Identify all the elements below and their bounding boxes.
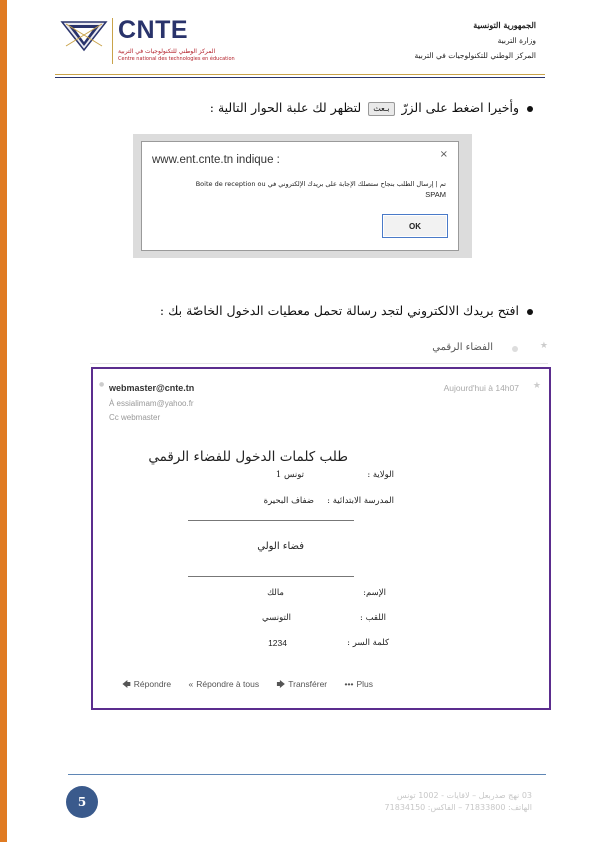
government-heading — [414, 18, 536, 63]
dialog-message-spam: SPAM — [425, 190, 446, 199]
password-value: 1234 — [268, 638, 287, 648]
mail-subject-bar[interactable] — [90, 335, 548, 364]
gov-line-republic: الجمهورية التونسية — [473, 20, 536, 30]
surname-label: اللقب : — [360, 613, 386, 623]
request-title: طلب كلمات الدخول للفضاء الرقمي — [148, 449, 348, 465]
ok-button[interactable]: OK — [382, 214, 448, 238]
alert-dialog — [141, 141, 459, 251]
parent-space-title: فضاء الولي — [257, 541, 304, 552]
cnte-logo — [60, 10, 235, 70]
email-actions — [122, 679, 376, 693]
dialog-message-ar: تم | إرسال الطلب بنجاح ستصلك الإجابة على بريدك الإلكتروني في — [267, 180, 446, 188]
step1-text-before: وأخيرا اضغط على الزرّ — [401, 100, 519, 115]
email-cc: Cc webmaster — [109, 413, 161, 422]
gov-line-ministry: وزارة التربية — [497, 36, 536, 45]
footer-address — [385, 790, 532, 814]
unread-dot-icon — [512, 346, 518, 352]
bullet-icon — [527, 106, 533, 112]
school-value: ضفاف البحيرة — [263, 496, 314, 506]
mail-subject: الفضاء الرقمي — [432, 342, 493, 353]
page-left-border — [0, 0, 7, 842]
reply-icon: 🡄 — [122, 679, 131, 689]
header-divider-gold — [55, 74, 545, 75]
bullet-icon — [527, 309, 533, 315]
email-date: Aujourd'hui à 14h07 — [443, 383, 519, 393]
surname-value: التونسي — [262, 613, 291, 623]
header-divider-blue — [55, 77, 545, 78]
gov-line-center: المركز الوطني للتكنولوجيات في التربية — [414, 51, 536, 60]
reply-all-button[interactable]: Répondre à tous — [196, 679, 260, 689]
reply-all-icon: « — [188, 679, 194, 689]
email-recipient: À essialimam@yahoo.fr — [109, 399, 194, 408]
forward-button[interactable]: Transférer — [288, 679, 328, 689]
step-press-send — [210, 100, 533, 116]
footer-address-line2: الهاتف: 71833800 – الفاكس: 71834150 — [384, 803, 532, 812]
name-label: الإسم: — [363, 588, 386, 598]
page-header — [60, 10, 536, 70]
name-value: مالك — [267, 588, 284, 598]
email-sender[interactable]: webmaster@cnte.tn — [109, 383, 195, 393]
footer-address-line1: 03 نهج صدربعل – لافايات - 1002 تونس — [396, 791, 532, 800]
cnte-emblem-icon — [60, 16, 108, 52]
password-label: كلمة السر : — [347, 638, 389, 648]
step1-text-after: لتظهر لك علبة الحوار التالية : — [209, 100, 362, 115]
logo-subtitle-ar: المركز الوطني للتكنولوجيات في التربية — [118, 48, 216, 55]
state-label: الولاية : — [367, 470, 394, 480]
separator-line — [188, 520, 354, 521]
bullet-dot-icon: ● — [99, 381, 105, 388]
send-button-illustration: بـعث — [368, 102, 394, 116]
logo-title: CNTE — [118, 16, 189, 44]
step-open-mail — [160, 303, 533, 318]
separator-line — [188, 576, 354, 577]
school-label: المدرسة الابتدائية : — [327, 496, 394, 506]
more-icon: ••• — [344, 679, 354, 689]
state-value: تونس 1 — [275, 470, 304, 480]
more-button[interactable]: Plus — [356, 679, 373, 689]
dialog-title: www.ent.cnte.tn indique : — [152, 154, 280, 166]
logo-subtitle-fr: Centre national des technologies en éducation — [118, 56, 235, 62]
star-icon[interactable]: ★ — [539, 341, 548, 351]
dialog-message — [166, 179, 446, 189]
forward-icon: 🡆 — [276, 679, 286, 689]
footer-divider — [68, 774, 546, 775]
logo-separator — [112, 18, 113, 64]
dialog-screenshot — [133, 134, 472, 258]
page-number-badge: 5 — [66, 786, 98, 818]
close-icon[interactable]: × — [439, 149, 448, 160]
reply-button[interactable]: Répondre — [133, 679, 172, 689]
step2-text: افتح بريدك الالكتروني لتجد رسالة تحمل معطيات الدخول الخاصّة بك : — [159, 303, 519, 318]
dialog-message-fr: Boite de reception ou — [195, 180, 266, 188]
email-message — [91, 367, 551, 710]
message-star-icon[interactable]: ★ — [532, 381, 541, 391]
